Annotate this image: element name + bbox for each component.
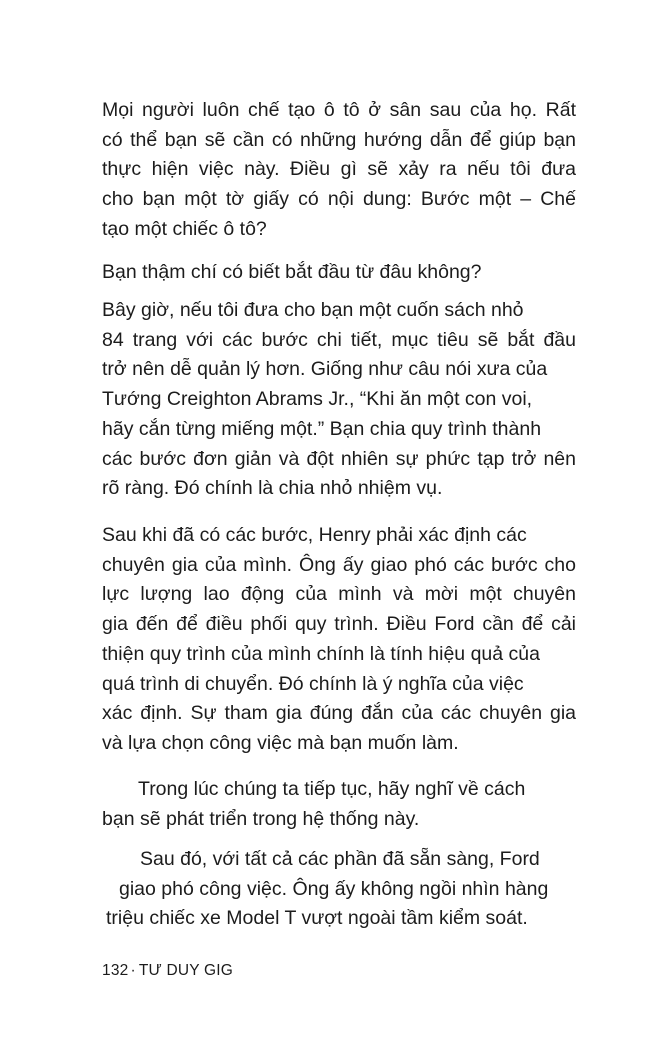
- paragraph: [102, 96, 576, 245]
- paragraph: [102, 296, 576, 504]
- text-line: Bạn thậm chí có biết bắt đầu từ đâu không?: [102, 261, 482, 283]
- footer-separator: ·: [130, 962, 136, 979]
- text-line: quá trình di chuyển. Đó chính là ý nghĩa của việc: [102, 672, 524, 695]
- text-line: 84 trang với các bước chi tiết, mục tiêu sẽ bắt đầu: [102, 328, 576, 351]
- text-line: gia đến để điều phối quy trình. Điều Ford cần để cải: [102, 613, 576, 636]
- text-line: Bây giờ, nếu tôi đưa cho bạn một cuốn sách nhỏ: [102, 299, 524, 321]
- text-line: bạn sẽ phát triển trong hệ thống này.: [102, 807, 420, 830]
- text-line: Sau khi đã có các bước, Henry phải xác định các: [102, 524, 527, 546]
- text-line: hãy cắn từng miếng một.” Bạn chia quy trình thành: [102, 417, 542, 440]
- text-line: Sau đó, với tất cả các phần đã sẵn sàng, Ford: [140, 848, 540, 870]
- text-line: chuyên gia của mình. Ông ấy giao phó các bước cho: [102, 553, 576, 576]
- paragraph: [102, 845, 576, 934]
- text-line: cho bạn một tờ giấy có nội dung: Bước một – Chế: [102, 188, 576, 211]
- text-line: thực hiện việc này. Điều gì sẽ xảy ra nếu tôi đưa: [102, 158, 576, 181]
- text-line: Tướng Creighton Abrams Jr., “Khi ăn một con voi,: [102, 388, 533, 411]
- text-line: thiện quy trình của mình chính là tính hiệu quả của: [102, 642, 540, 665]
- page-number: 132: [102, 962, 129, 979]
- text-line: rõ ràng. Đó chính là chia nhỏ nhiệm vụ.: [102, 477, 443, 500]
- text-line: các bước đơn giản và đột nhiên sự phức tạp trở nên: [102, 447, 576, 470]
- text-line: trở nên dễ quản lý hơn. Giống như câu nói xưa của: [102, 358, 548, 381]
- paragraph: [102, 258, 576, 288]
- text-line: Trong lúc chúng ta tiếp tục, hãy nghĩ về cách: [138, 778, 526, 800]
- text-line: triệu chiếc xe Model T vượt ngoài tầm kiểm soát.: [106, 907, 528, 930]
- text-line: và lựa chọn công việc mà bạn muốn làm.: [102, 731, 459, 754]
- text-line: xác định. Sự tham gia đúng đắn của các chuyên gia: [102, 702, 576, 725]
- book-title: TƯ DUY GIG: [138, 962, 234, 979]
- paragraph: [102, 521, 576, 759]
- text-line: có thể bạn sẽ cần có những hướng dẫn để giúp bạn: [102, 128, 576, 151]
- text-line: Mọi người luôn chế tạo ô tô ở sân sau của họ. Rất: [102, 99, 576, 121]
- text-line: tạo một chiếc ô tô?: [102, 217, 267, 240]
- paragraph: [102, 775, 576, 834]
- page-footer: [102, 961, 233, 981]
- text-line: giao phó công việc. Ông ấy không ngồi nhìn hàng: [119, 877, 549, 900]
- text-line: lực lượng lao động của mình và mời một chuyên: [102, 583, 576, 606]
